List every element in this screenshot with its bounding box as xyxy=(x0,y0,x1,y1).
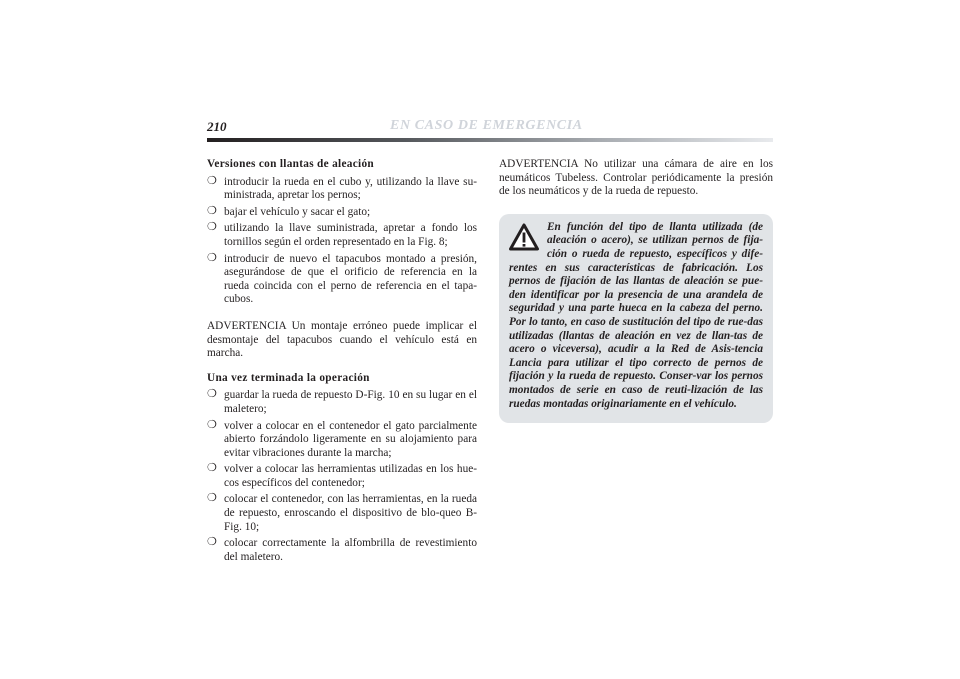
list-item xyxy=(207,222,477,249)
list-item xyxy=(207,537,477,564)
list-item xyxy=(207,493,477,534)
heading-after-operation: Una vez terminada la operación xyxy=(207,371,370,384)
warning-box xyxy=(499,214,773,423)
list-item xyxy=(207,389,477,416)
bullet-marker: ❍ xyxy=(207,251,217,264)
left-column xyxy=(207,158,477,567)
bullet-marker: ❍ xyxy=(207,462,217,475)
list-item-text: colocar correctamente la alfombrilla de revestimiento del maletero. xyxy=(224,537,477,563)
spacer xyxy=(207,361,477,372)
right-column xyxy=(499,158,773,423)
list-item-text: introducir de nuevo el tapacubos montado a presión, asegurándose de que el orificio de referencia en la rueda coincida con el perno de referencia en el tapa-cubos. xyxy=(224,252,477,306)
warning-text: En función del tipo de llanta utilizada (de aleación o acero), se utilizan pernos de fija-ción o rueda de repuesto, específicos y dife-rentes en sus características de fabricación. Los pernos de fijación de las llantas de aleación se pue-den identificar por la presencia de una arandela de seguridad y una parte hueca en la cabeza del perno. Por lo tanto, en caso de sustitución del tipo de rue-das utilizadas (llantas de aleación en vez de llan-tas de acero o viceversa), acudir a la Red de Asis-tencia Lancia para utilizar el tipo correcto de pernos de fijación y la rueda de repuesto. Conser-var los pernos montados de serie en caso de reuti-lización de las ruedas montadas originariamente en el vehículo. xyxy=(509,220,763,410)
bullet-marker: ❍ xyxy=(207,221,217,234)
bullet-marker: ❍ xyxy=(207,418,217,431)
warning-triangle-icon xyxy=(509,223,539,251)
list-item-text: utilizando la llave suministrada, apretar a fondo los tornillos según el orden representado en la Fig. 8; xyxy=(224,222,477,248)
list-item-text: colocar el contenedor, con las herramientas, en la rueda de repuesto, enroscando el dispositivo de blo-queo B-Fig. 10; xyxy=(224,493,477,533)
list-item xyxy=(207,176,477,203)
list-item xyxy=(207,253,477,307)
bullet-marker: ❍ xyxy=(207,388,217,401)
list-item-text: guardar la rueda de repuesto D-Fig. 10 en su lugar en el maletero; xyxy=(224,389,477,415)
header-rule xyxy=(207,138,773,142)
list-item xyxy=(207,206,477,220)
advertencia-tubeless-paragraph: ADVERTENCIA No utilizar una cámara de aire en los neumáticos Tubeless. Controlar periódicamente la presión de los neumáticos y de la rueda de repuesto. xyxy=(499,158,773,198)
bullet-marker: ❍ xyxy=(207,204,217,217)
advertencia-paragraph: ADVERTENCIA Un montaje erróneo puede implicar el desmontaje del tapacubos cuando el vehículo está en marcha. xyxy=(207,319,477,360)
bullet-marker: ❍ xyxy=(207,174,217,187)
list-item-text: bajar el vehículo y sacar el gato; xyxy=(224,205,371,218)
list-item-text: introducir la rueda en el cubo y, utilizando la llave su-ministrada, apretar los pernos; xyxy=(224,175,477,202)
list-item xyxy=(207,463,477,490)
section-title: EN CASO DE EMERGENCIA xyxy=(390,118,583,133)
bullet-marker: ❍ xyxy=(207,536,217,549)
list-item-text: volver a colocar en el contenedor el gato parcialmente abierto forzándolo ligeramente en su alojamiento para evitar vibraciones durante la marcha; xyxy=(224,419,477,459)
heading-alloy-versions: Versiones con llantas de aleación xyxy=(207,158,375,170)
bullet-marker: ❍ xyxy=(207,492,217,505)
page-number: 210 xyxy=(207,119,227,134)
list-item-text: volver a colocar las herramientas utilizadas en los hue-cos específicos del contenedor; xyxy=(224,463,477,489)
list-item xyxy=(207,420,477,461)
spacer xyxy=(207,310,477,320)
